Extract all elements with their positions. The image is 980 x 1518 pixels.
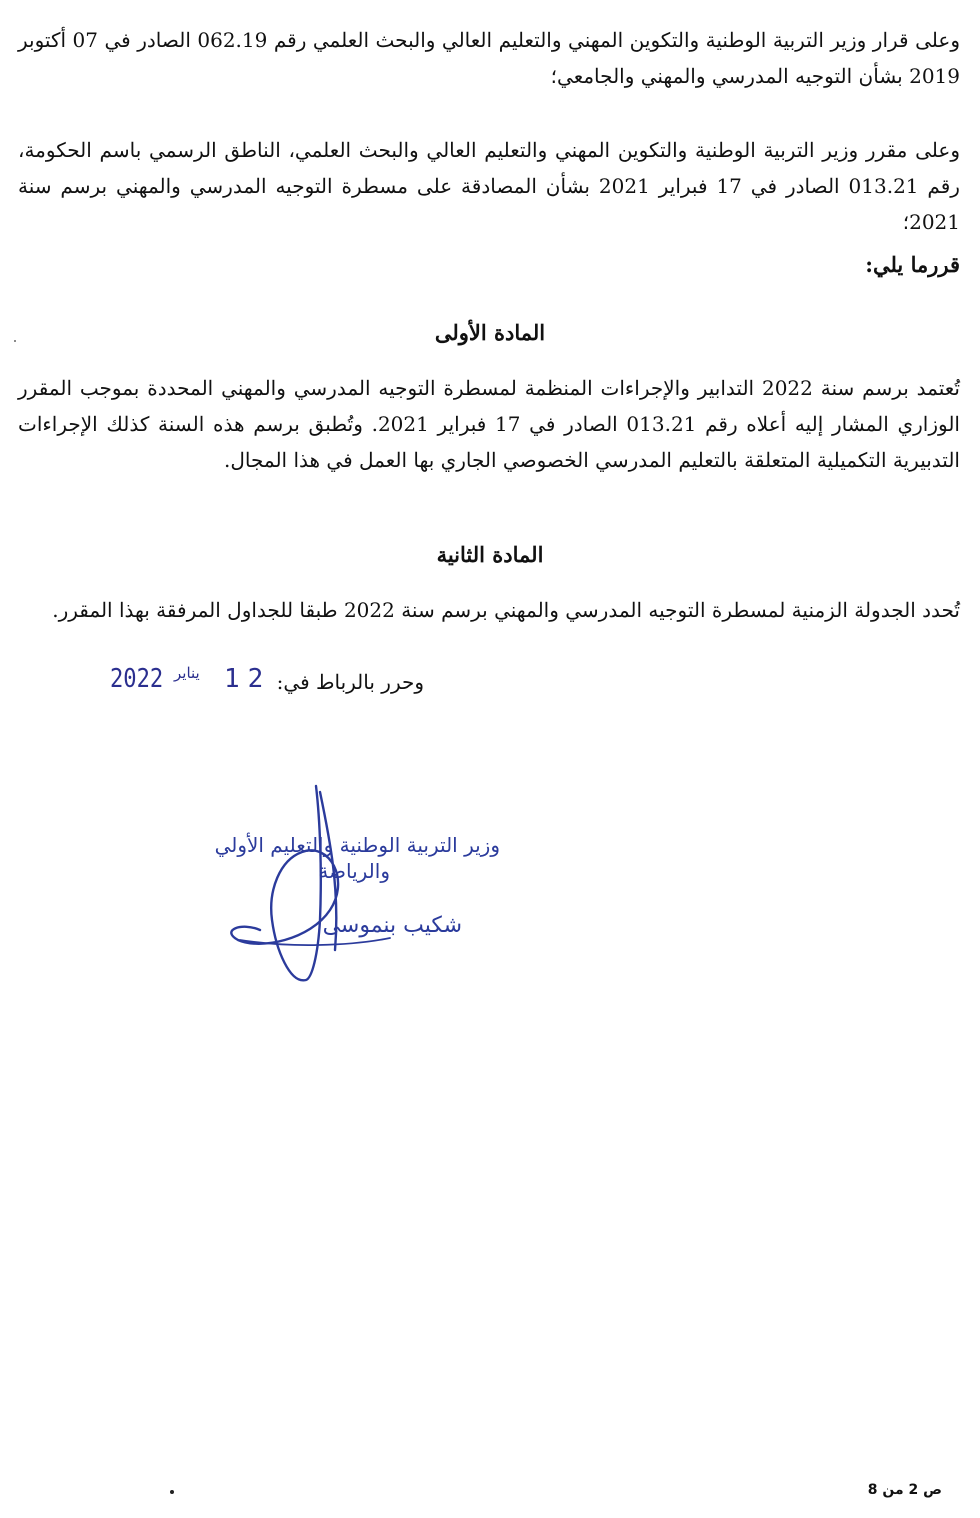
article-1-text: تُعتمد برسم سنة 2022 التدابير والإجراءات المنظمة لمسطرة التوجيه المدرسي والمهني المحددة بموجب المقرر الوزاري المشار إليه أعلاه رقم 013.21 الصادر في 17 فبراير 2021. وتُطبق برسم هذه السنة كذلك الإجراءات التدبيرية التكميلية المتعلقة بالتعليم المدرسي الخصوصي الجاري بها العمل في هذا المجال.	[18, 376, 960, 472]
date-day: 12	[224, 664, 272, 694]
signature-title-line-1: وزير التربية الوطنية والتعليم الأولي	[214, 833, 500, 857]
date-year: 2022	[110, 664, 164, 694]
page-number: ص 2 من 8	[867, 1482, 942, 1498]
place-of-signing: وحرر بالرباط في:	[276, 670, 424, 694]
signature-stamp	[180, 780, 520, 990]
signature-scribble	[231, 786, 338, 980]
article-2-text: تُحدد الجدولة الزمنية لمسطرة التوجيه المدرسي والمهني برسم سنة 2022 طبقا للجداول المرفقة بهذا المقرر.	[52, 598, 960, 622]
scan-speck	[14, 340, 16, 342]
footer-dot	[170, 1490, 174, 1494]
preamble-paragraph-1: وعلى قرار وزير التربية الوطنية والتكوين المهني والتعليم العالي والبحث العلمي رقم 062.19 الصادر في 07 أكتوبر 2019 بشأن التوجيه المدرسي والمهني والجامعي؛	[18, 28, 960, 88]
article-1-title: المادة الأولى	[434, 320, 546, 345]
signature-name: شكيب بنموسى	[322, 913, 462, 938]
handwritten-date	[110, 660, 290, 700]
article-2-title: المادة الثانية	[436, 542, 544, 567]
preamble-paragraph-2: وعلى مقرر وزير التربية الوطنية والتكوين المهني والتعليم العالي والبحث العلمي، الناطق الرسمي باسم الحكومة، رقم 013.21 الصادر في 17 فبراير 2021 بشأن المصادقة على مسطرة التوجيه المدرسي والمهني برسم سنة 2021؛	[18, 138, 960, 234]
decision-heading: قررما يلي:	[865, 252, 960, 277]
signature-title-line-2: والرياضة	[318, 859, 390, 883]
date-month: يناير	[174, 664, 200, 682]
